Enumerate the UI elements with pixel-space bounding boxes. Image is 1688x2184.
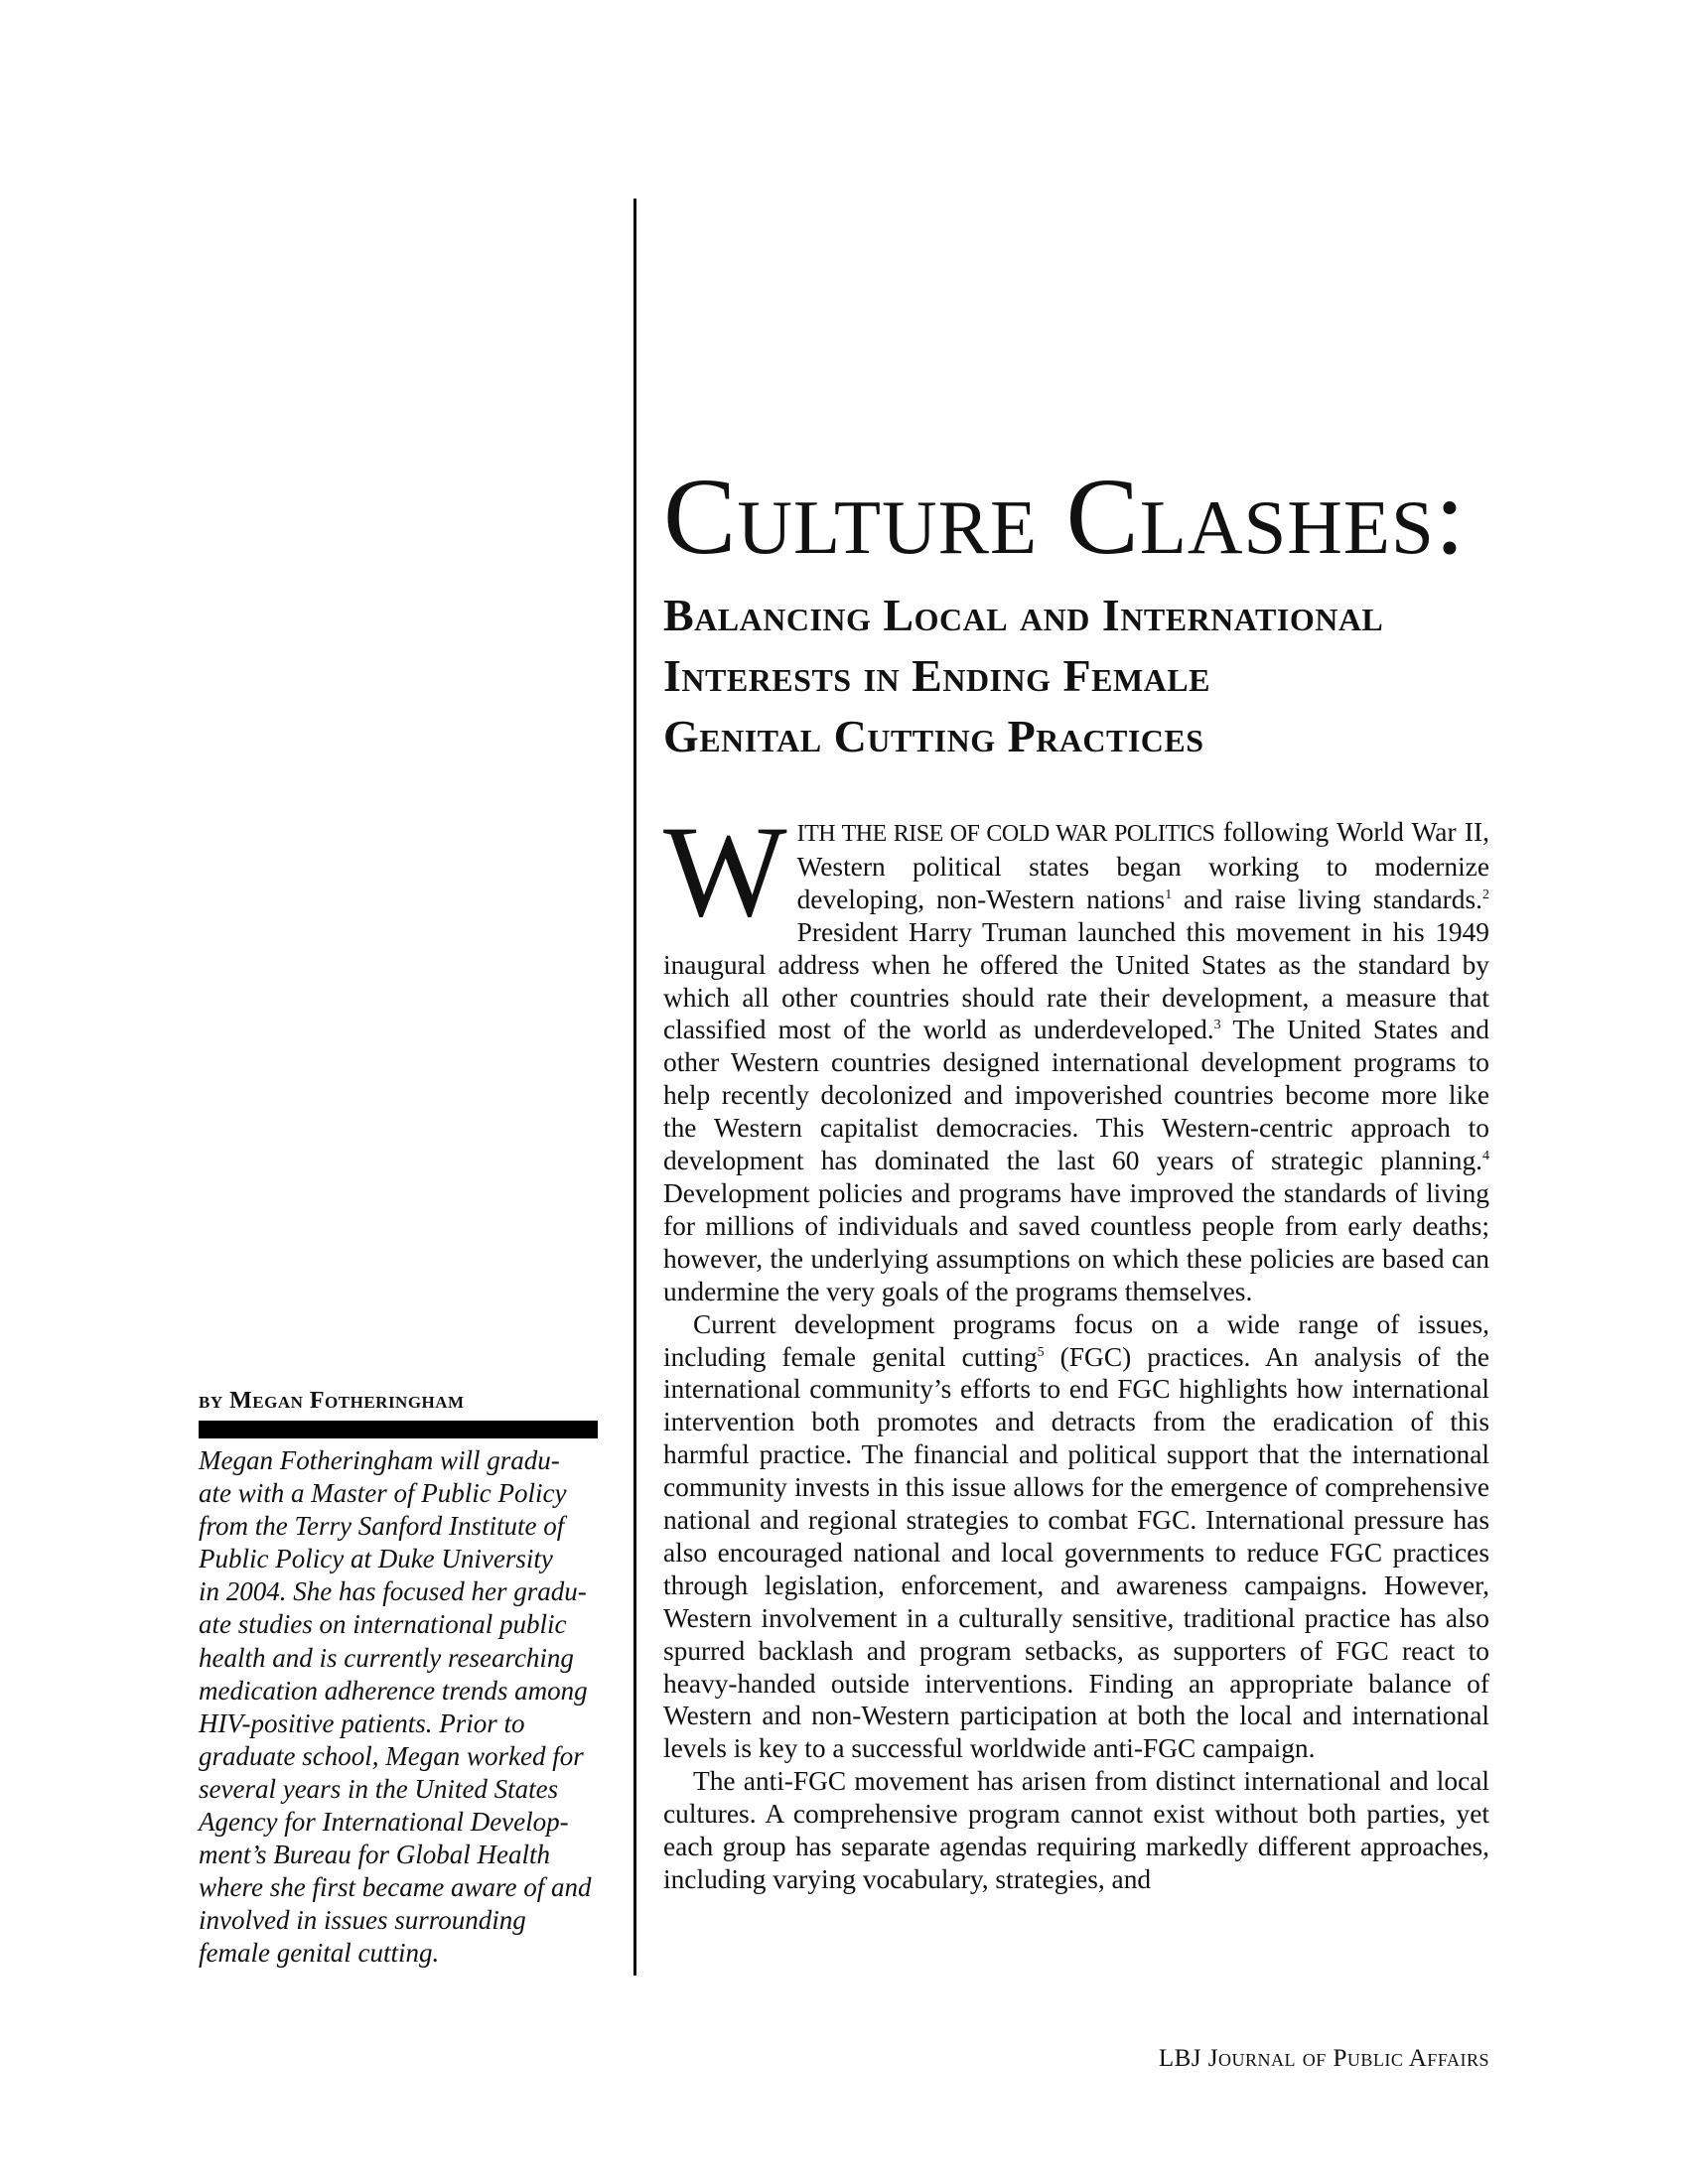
bio-line: involved in issues surrounding [199, 1905, 526, 1936]
bio-line: ate with a Master of Public Policy [199, 1478, 567, 1509]
bio-line: HIV-positive patients. Prior to [199, 1707, 525, 1738]
body-paragraph-2 [663, 1308, 1489, 1766]
byline-rule [199, 1421, 598, 1438]
lead-in-caps: ITH THE RISE OF COLD WAR POLITICS [796, 821, 1215, 847]
bio-line: Megan Fotheringham will gradu- [199, 1445, 560, 1475]
body-paragraph-1 [663, 798, 1489, 1308]
footnote-ref-5: 5 [1037, 1344, 1045, 1360]
footnote-ref-1: 1 [1165, 887, 1173, 902]
vertical-divider-rule [633, 199, 636, 1976]
body-text-span: President Harry Truman launched this movement in his 1949 inaugural address when he offered the United States as the standard by which all other countries should rate their development, a measure that classified most of the world as underdeveloped. [663, 916, 1489, 1045]
bio-line: ment’s Bureau for Global Health [199, 1840, 550, 1870]
journal-footer: LBJ Journal of Public Affairs [1158, 2045, 1489, 2072]
bio-line: female genital cutting. [199, 1938, 440, 1969]
footnote-ref-4: 4 [1482, 1148, 1489, 1163]
article-header [663, 456, 1517, 766]
article-subtitle-line-2: Interests in Ending Female [663, 650, 1210, 701]
article-body [663, 798, 1489, 1896]
body-paragraph-3: The anti-FGC movement has arisen from distinct international and local cultures. A comprehensive program cannot exist without both parties, yet each group has separate agendas requiring markedly different approaches, including varying vocabulary, strategies, and [663, 1766, 1489, 1894]
bio-line: Public Policy at Duke University [199, 1544, 553, 1574]
drop-cap: W [663, 798, 787, 944]
bio-line: ate studies on international public [199, 1609, 567, 1640]
body-text-span: and raise living standards. [1172, 884, 1482, 914]
footnote-ref-3: 3 [1213, 1018, 1221, 1033]
author-bio [199, 1444, 596, 1971]
body-text-span: The United States and other Western countries designed international development programs to help recently decolonized and impoverished countries become more like the Western capitalist democracies. This Western-centric approach to development has dominated the last 60 years of strategic planning. [663, 1015, 1489, 1176]
bio-line: where she first became aware of and [199, 1872, 592, 1903]
bio-line: Agency for International Develop- [199, 1807, 569, 1838]
bio-line: graduate school, Megan worked for [199, 1740, 584, 1771]
body-text-span: (FGC) practices. An analysis of the international community’s efforts to end FGC highlights how international intervention both promotes and detracts from the eradication of this harmful practice. The financial and political support that the international community invests in this issue allows for the emergence of comprehensive national and regional strategies to combat FGC. International pressure has also encouraged national and local governments to reduce FGC practices through legislation, enforcement, and awareness campaigns. However, Western involvement in a culturally sensitive, traditional practice has also spurred backlash and program setbacks, as supporters of FGC react to heavy-handed outside interventions. Finding an appropriate balance of Western and non-Western participation at both the local and international levels is key to a successful worldwide anti-FGC campaign. [663, 1341, 1489, 1764]
bio-line: several years in the United States [199, 1773, 559, 1804]
footnote-ref-2: 2 [1482, 887, 1489, 902]
bio-line: in 2004. She has focused her gradu- [199, 1576, 587, 1607]
body-text-span: following World War II, Western political states began working to modernize developing, non-Western nations [796, 817, 1489, 914]
body-text-span: Development policies and programs have improved the standards of living for millions of individuals and saved countless people from early deaths; however, the underlying assumptions on which these policies are based can undermine the very goals of the programs themselves. [663, 1177, 1489, 1306]
article-title: Culture Clashes: [663, 456, 1467, 577]
article-subtitle-line-3: Genital Cutting Practices [663, 711, 1204, 761]
bio-line: health and is currently researching [199, 1642, 574, 1673]
bio-line: medication adherence trends among [199, 1675, 588, 1706]
body-text-span: Current development programs focus on a wide range of issues, including female genital cutting [663, 1308, 1489, 1372]
author-byline: by Megan Fotheringham [199, 1388, 465, 1414]
article-subtitle-line-1: Balancing Local and International [663, 590, 1384, 640]
bio-line: from the Terry Sanford Institute of [199, 1511, 565, 1542]
